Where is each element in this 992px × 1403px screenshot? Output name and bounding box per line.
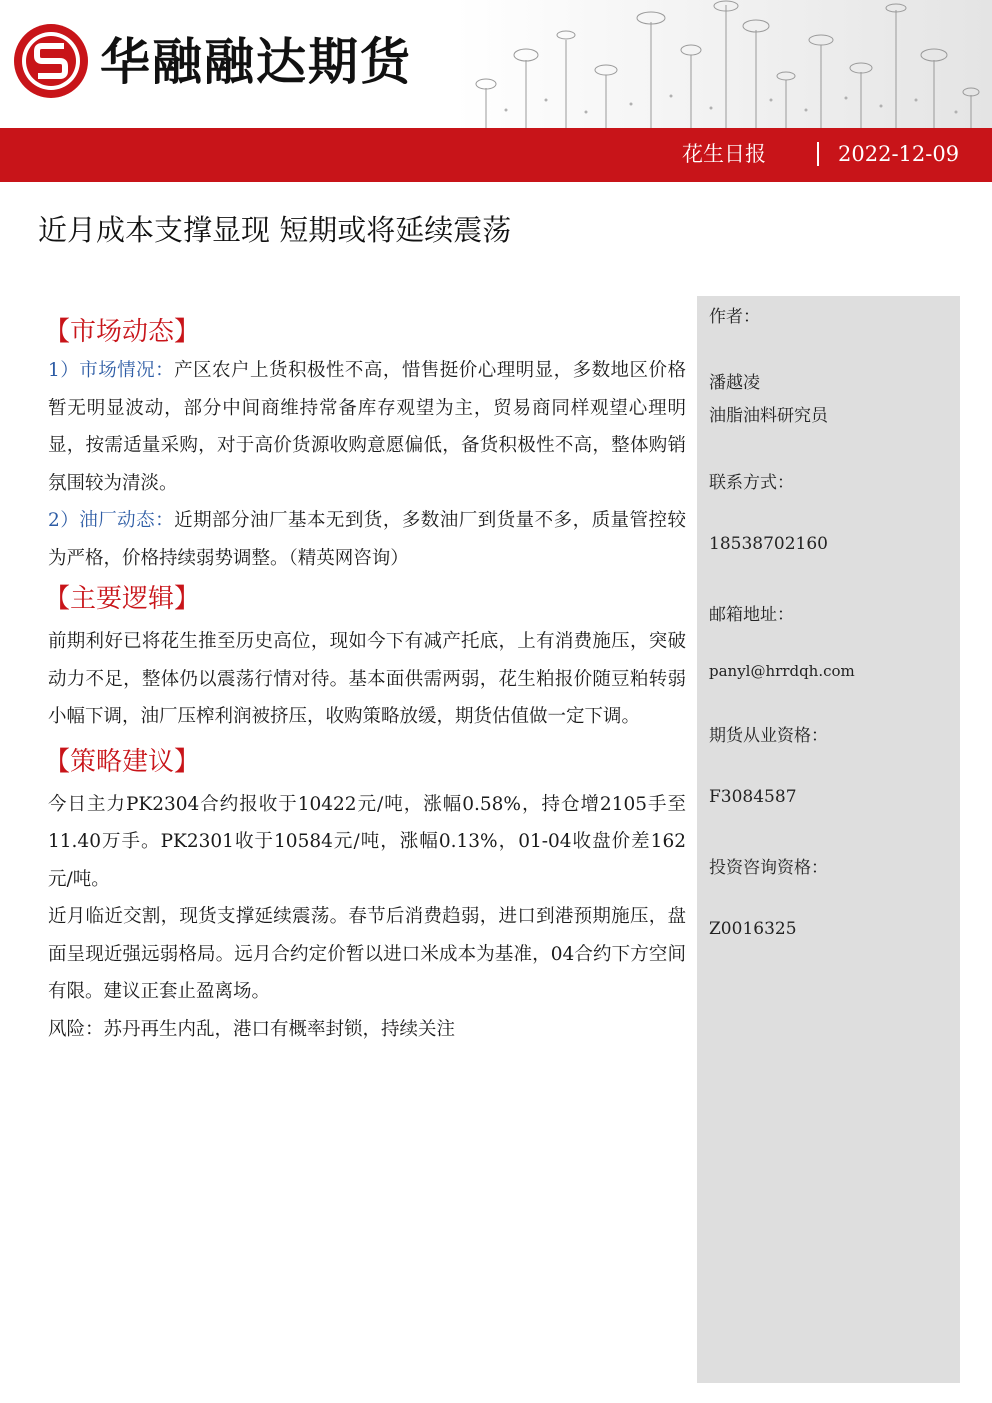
- market-item-2-text: 近期部分油厂基本无到货，多数油厂到货量不多，质量管控较为严格，价格持续弱势调整。（精英网咨询）: [48, 510, 686, 569]
- advisory-cert-number: Z0016325: [709, 919, 797, 939]
- divider: [817, 142, 819, 166]
- author-name: 潘越凌: [709, 373, 760, 393]
- advisory-cert-label: 投资咨询资格：: [709, 858, 828, 878]
- market-item-1-text: 产区农户上货积极性不高，惜售挺价心理明显，多数地区价格暂无明显波动，部分中间商维持常备库存观望为主，贸易商同样观望心理明显，按需适量采购，对于高价货源收购意愿偏低，备货积极性不高，整体购销氛围较为清淡。: [48, 360, 686, 494]
- market-item-1-tag: 1）市场情况：: [48, 360, 175, 381]
- section-heading-market: 【市场动态】: [44, 317, 201, 347]
- author-label: 作者：: [709, 307, 760, 327]
- email-address[interactable]: panyl@hrrdqh.com: [709, 662, 855, 680]
- market-item-2-tag: 2）油厂动态：: [48, 510, 175, 531]
- logic-text: 前期利好已将花生推至历史高位，现如今下有减产托底，上有消费施压，突破动力不足，整体仍以震荡行情对待。基本面供需两弱，花生粕报价随豆粕转弱小幅下调，油厂压榨利润被挤压，收购策略放缓，期货估值做一定下调。: [48, 631, 686, 727]
- main-content: [44, 312, 686, 1048]
- section-heading-strategy: 【策略建议】: [44, 746, 201, 777]
- report-date: 2022-12-09: [838, 142, 960, 166]
- contact-label: 联系方式：: [709, 473, 794, 493]
- email-label: 邮箱地址：: [709, 605, 794, 625]
- company-logo-icon: [12, 22, 90, 100]
- header-decoration: [456, 0, 992, 128]
- strategy-risk: 风险：苏丹再生内乱，港口有概率封锁，持续关注: [48, 1018, 456, 1040]
- section-heading-logic: 【主要逻辑】: [44, 584, 201, 614]
- futures-cert-number: F3084587: [709, 787, 797, 807]
- futures-cert-label: 期货从业资格：: [709, 726, 828, 746]
- phone-number: 18538702160: [709, 534, 828, 554]
- brand-name: 华融融达期货: [100, 33, 412, 91]
- report-type: 花生日报: [682, 142, 766, 166]
- report-header-bar: [0, 128, 992, 182]
- strategy-paragraph-1: 今日主力PK2304合约报收于10422元/吨，涨幅0.58%，持仓增2105手至11.40万手。PK2301收于10584元/吨，涨幅0.13%，01-04收盘价差162元/吨。: [48, 793, 686, 890]
- author-title: 油脂油料研究员: [709, 406, 828, 426]
- author-sidebar: [697, 296, 960, 1383]
- report-title: 近月成本支撑显现 短期或将延续震荡: [38, 213, 512, 247]
- market-item-1: [48, 352, 686, 502]
- market-item-2: [48, 502, 686, 577]
- strategy-paragraph-2: 近月临近交割，现货支撑延续震荡。春节后消费趋弱，进口到港预期施压，盘面呈现近强远弱格局。远月合约定价暂以进口米成本为基准，04合约下方空间有限。建议正套止盈离场。: [48, 906, 686, 1002]
